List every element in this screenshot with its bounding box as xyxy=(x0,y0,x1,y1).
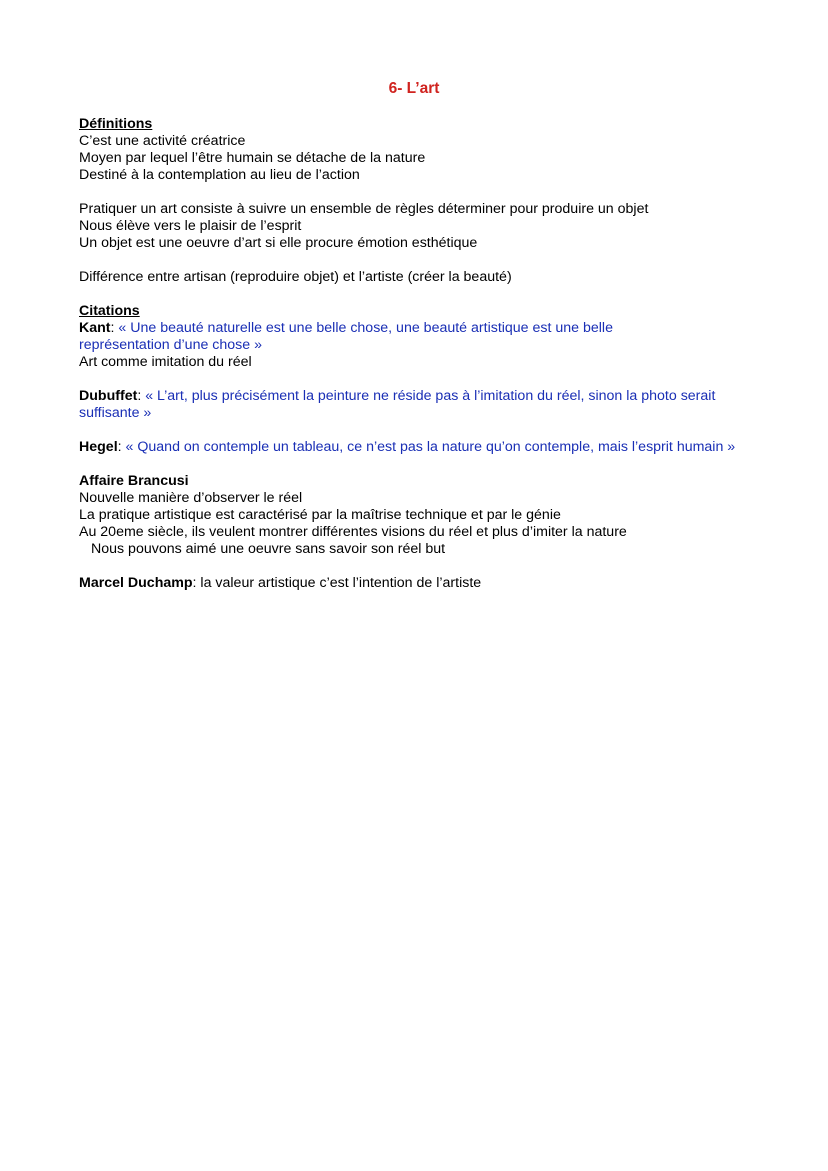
brancusi-heading: Affaire Brancusi xyxy=(79,473,189,489)
brancusi-line: La pratique artistique est caractérisé par la maîtrise technique et par le génie xyxy=(79,507,561,523)
kant-sep: : xyxy=(110,320,119,336)
brancusi-indented-line: Nous pouvons aimé une oeuvre sans savoir son réel but xyxy=(91,541,446,557)
definition-line: C’est une activité créatrice xyxy=(79,133,246,149)
brancusi-line: Nouvelle manière d’observer le réel xyxy=(79,490,303,506)
hegel-sep: : xyxy=(117,439,126,455)
hegel-quote: « Quand on contemple un tableau, ce n’est pas la nature qu’on contemple, mais l’esprit humain » xyxy=(125,439,736,455)
definitions-heading: Définitions xyxy=(79,116,153,132)
difference-line: Différence entre artisan (reproduire objet) et l’artiste (créer la beauté) xyxy=(79,269,512,285)
definition-line: Nous élève vers le plaisir de l’esprit xyxy=(79,218,302,234)
hegel-name: Hegel xyxy=(79,439,118,455)
kant-name: Kant xyxy=(79,320,111,336)
dubuffet-sep: : xyxy=(137,388,146,404)
definition-line: Destiné à la contemplation au lieu de l’action xyxy=(79,167,360,183)
duchamp-text: : la valeur artistique c’est l’intention de l’artiste xyxy=(192,575,482,591)
definition-line: Un objet est une oeuvre d’art si elle procure émotion esthétique xyxy=(79,235,478,251)
kant-citation xyxy=(79,320,669,354)
kant-note: Art comme imitation du réel xyxy=(79,354,252,370)
dubuffet-name: Dubuffet xyxy=(79,388,138,404)
page-title: 6- L’art xyxy=(388,80,440,97)
document-body xyxy=(79,116,759,592)
definition-line: Moyen par lequel l’être humain se détache de la nature xyxy=(79,150,426,166)
kant-quote: « Une beauté naturelle est une belle chose, une beauté artistique est une belle représentation d’une chose » xyxy=(79,320,613,353)
dubuffet-citation xyxy=(79,388,739,422)
duchamp-name: Marcel Duchamp xyxy=(79,575,193,591)
dubuffet-quote: « L’art, plus précisément la peinture ne réside pas à l’imitation du réel, sinon la photo serait suffisante » xyxy=(79,388,716,421)
citations-heading: Citations xyxy=(79,303,140,319)
duchamp-line xyxy=(79,575,759,592)
definition-line: Pratiquer un art consiste à suivre un ensemble de règles déterminer pour produire un objet xyxy=(79,201,649,217)
hegel-citation xyxy=(79,439,739,456)
brancusi-line: Au 20eme siècle, ils veulent montrer différentes visions du réel et plus d’imiter la nature xyxy=(79,524,627,540)
